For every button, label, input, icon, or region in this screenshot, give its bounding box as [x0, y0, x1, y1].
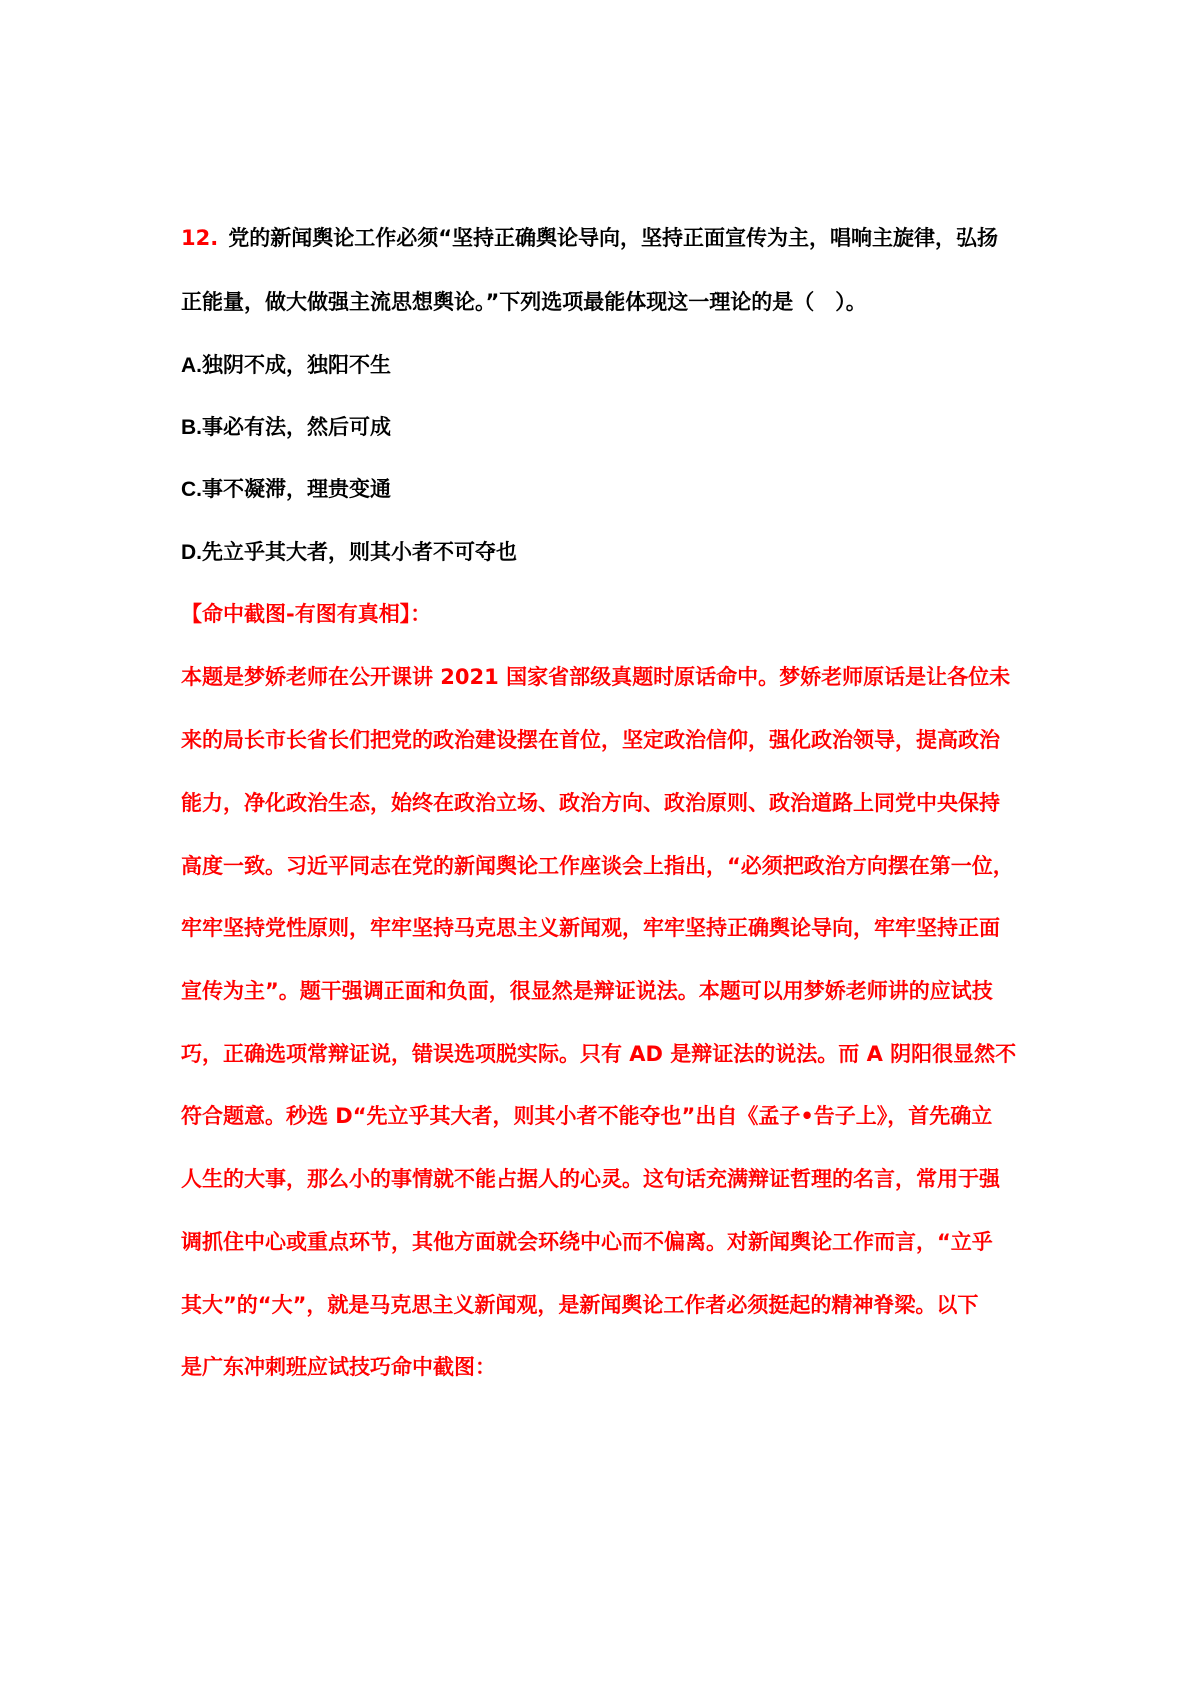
question-number: 12.	[181, 226, 219, 250]
option-d	[181, 538, 517, 567]
analysis-line-10: 调抓住中心或重点环节，其他方面就会环绕中心而不偏离。对新闻舆论工作而言，“立乎	[181, 1230, 993, 1254]
analysis-line-9: 人生的大事，那么小的事情就不能占据人的心灵。这句话充满辩证哲理的名言，常用于强	[181, 1167, 1000, 1191]
analysis-heading: 【命中截图-有图有真相】：	[181, 602, 432, 626]
option-c-text: 事不凝滞，理贵变通	[202, 477, 391, 501]
analysis-line-2: 来的局长市长省长们把党的政治建设摆在首位，坚定政治信仰，强化政治领导，提高政治	[181, 728, 1000, 752]
analysis-line-11: 其大”的“大”，就是马克思主义新闻观，是新闻舆论工作者必须挺起的精神脊梁。以下	[181, 1293, 979, 1317]
question-stem-text-1: 党的新闻舆论工作必须“坚持正确舆论导向，坚持正面宣传为主，唱响主旋律，弘扬	[228, 226, 999, 250]
option-d-letter: D.	[181, 541, 202, 564]
option-c	[181, 475, 391, 504]
question-stem-line-2: 正能量，做大做强主流思想舆论。”下列选项最能体现这一理论的是（ ）。	[181, 290, 867, 314]
option-a	[181, 351, 391, 380]
analysis-line-8: 符合题意。秒选 D“先立乎其大者，则其小者不能夺也”出自《孟子•告子上》，首先确立	[181, 1104, 993, 1128]
analysis-line-7: 巧，正确选项常辩证说，错误选项脱实际。只有 AD 是辩证法的说法。而 A 阴阳很显然不	[181, 1042, 1017, 1066]
option-b-text: 事必有法，然后可成	[202, 415, 391, 439]
option-a-letter: A.	[181, 354, 202, 377]
option-a-text: 独阴不成，独阳不生	[202, 353, 391, 377]
analysis-line-6: 宣传为主”。题干强调正面和负面，很显然是辩证说法。本题可以用梦娇老师讲的应试技	[181, 979, 993, 1003]
option-d-text: 先立乎其大者，则其小者不可夺也	[202, 540, 517, 564]
option-b	[181, 413, 391, 442]
option-b-letter: B.	[181, 416, 202, 439]
analysis-line-4: 高度一致。习近平同志在党的新闻舆论工作座谈会上指出，“必须把政治方向摆在第一位，	[181, 854, 1014, 878]
option-c-letter: C.	[181, 478, 202, 501]
analysis-line-12: 是广东冲刺班应试技巧命中截图：	[181, 1355, 496, 1379]
analysis-line-3: 能力，净化政治生态，始终在政治立场、政治方向、政治原则、政治道路上同党中央保持	[181, 791, 1000, 815]
analysis-line-1: 本题是梦娇老师在公开课讲 2021 国家省部级真题时原话命中。梦娇老师原话是让各位未	[181, 665, 1011, 689]
question-stem-line-1	[181, 224, 998, 252]
analysis-line-5: 牢牢坚持党性原则，牢牢坚持马克思主义新闻观，牢牢坚持正确舆论导向，牢牢坚持正面	[181, 916, 1000, 940]
